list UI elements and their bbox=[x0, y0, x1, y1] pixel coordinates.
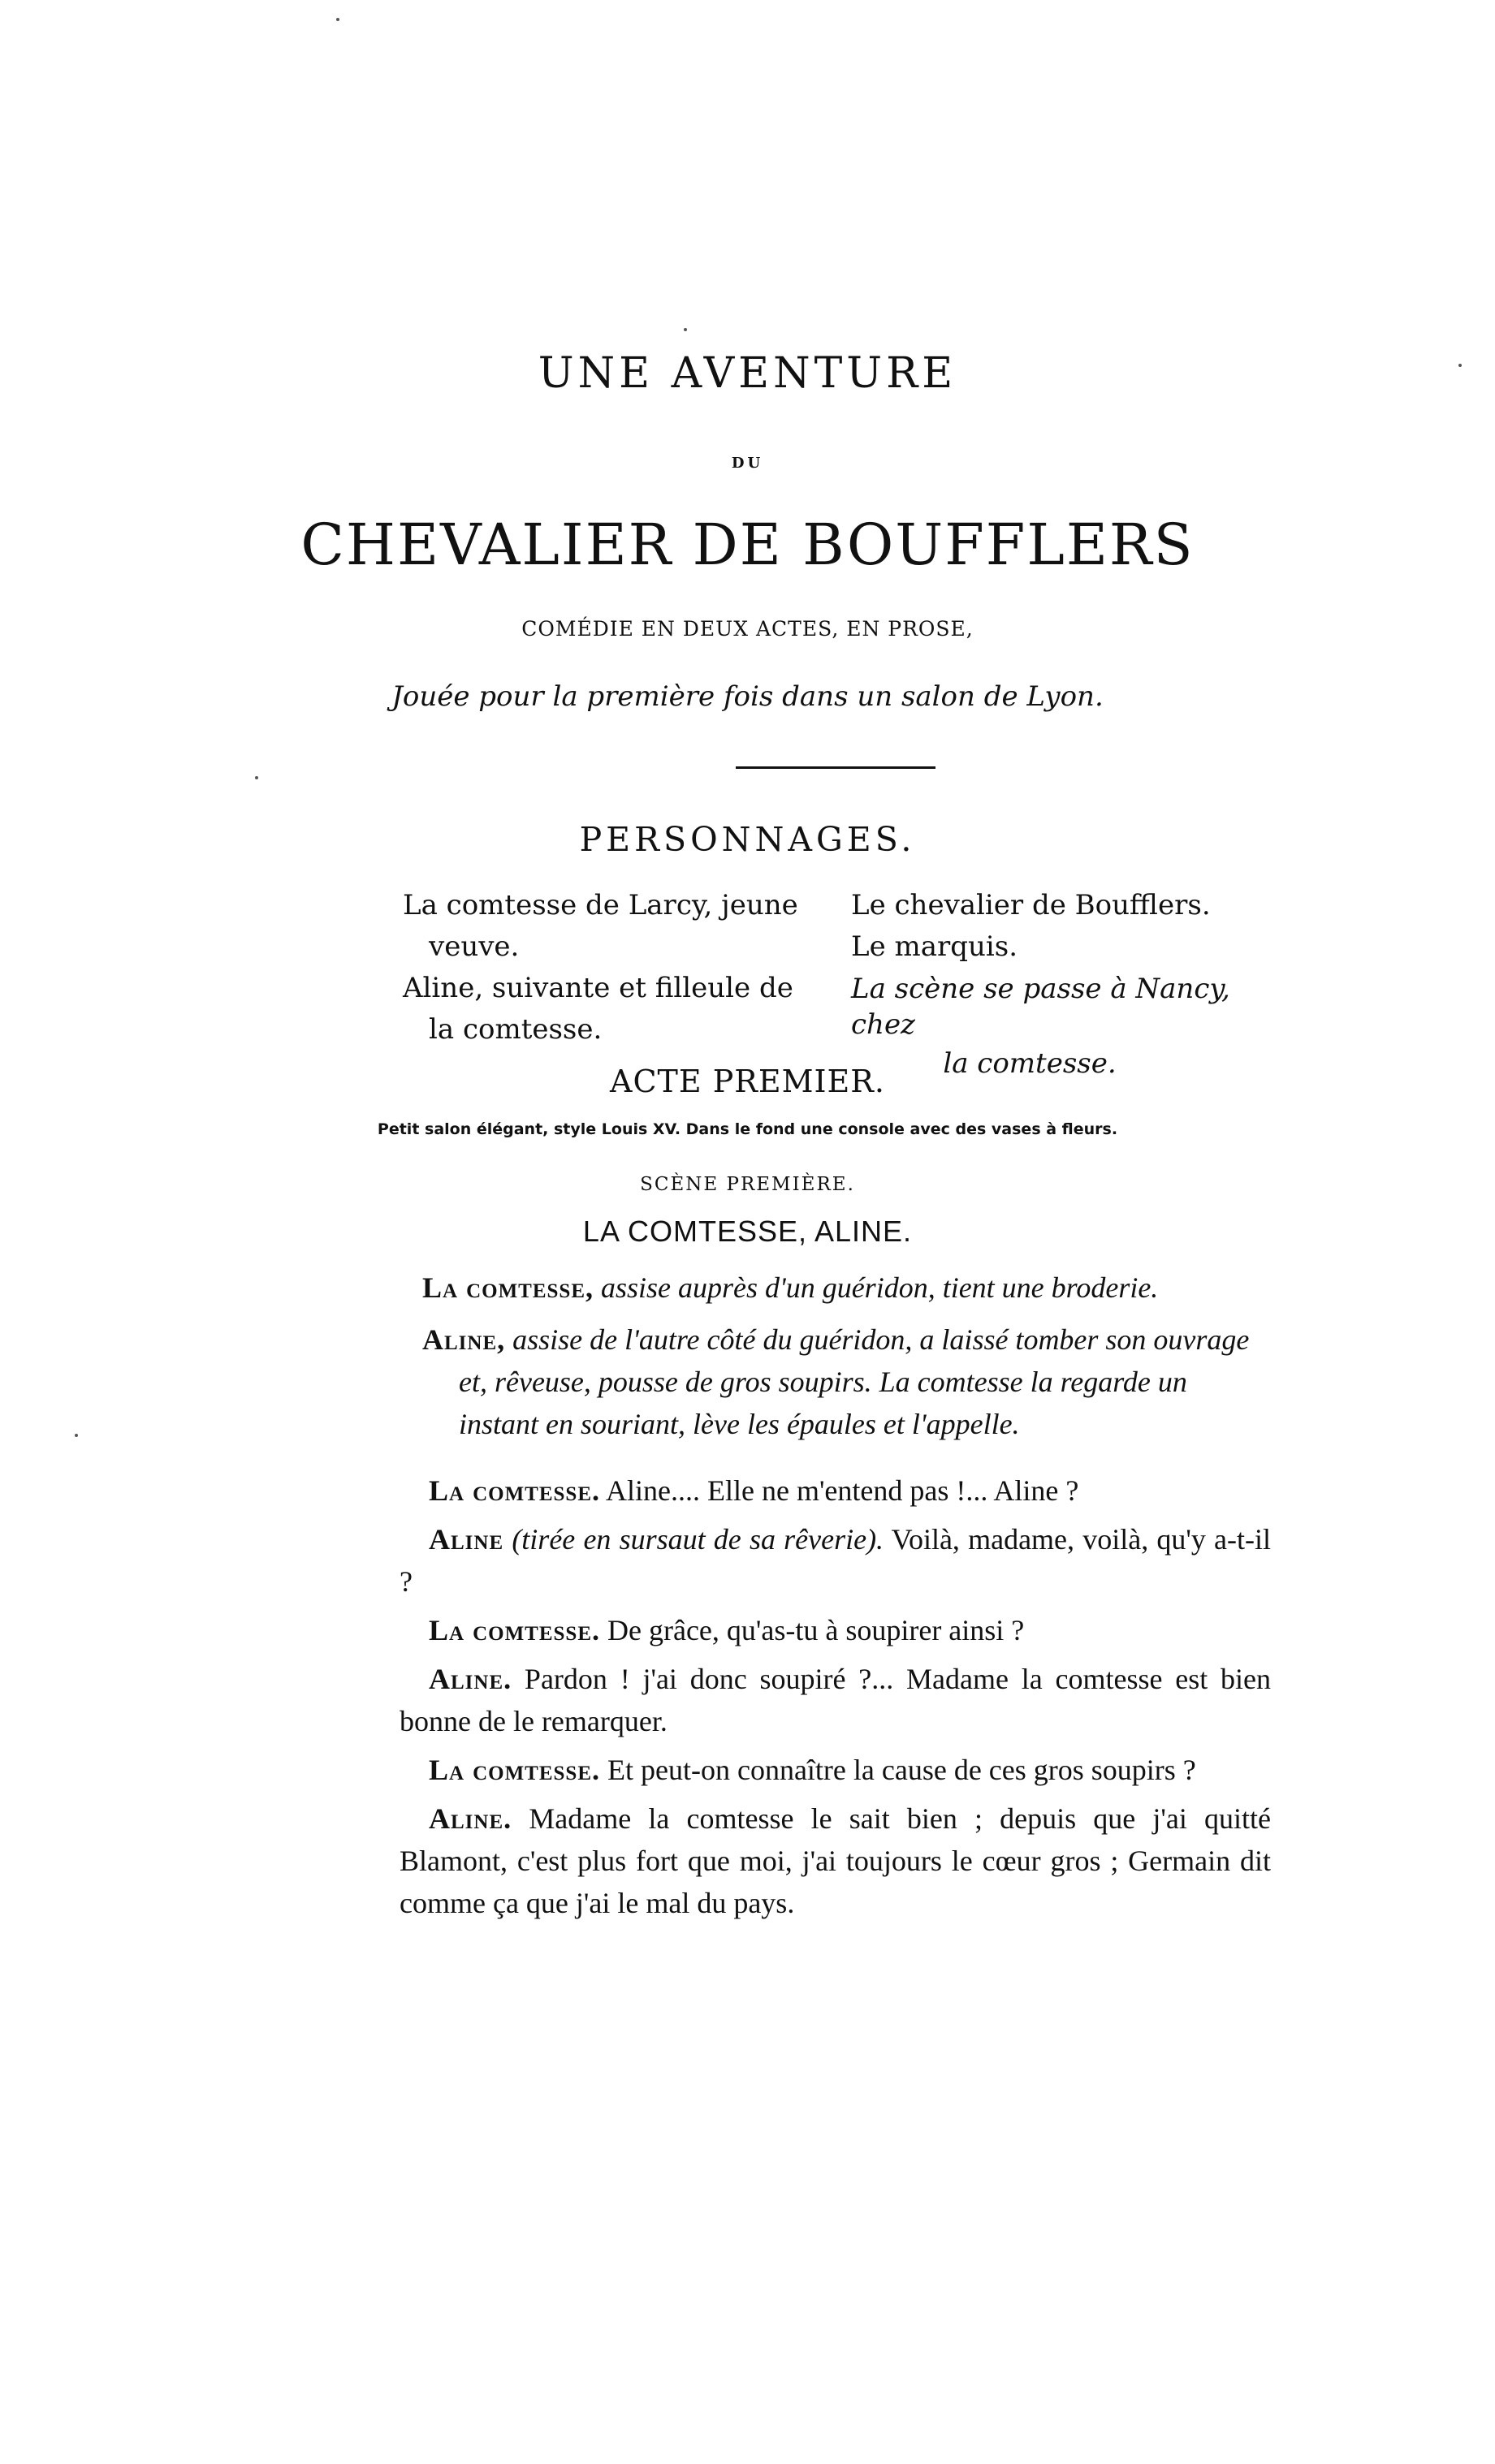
performance-note: Jouée pour la première fois dans un salon de Lyon. bbox=[391, 680, 1104, 713]
aside-text: (tirée en sursaut de sa rêverie). bbox=[503, 1523, 884, 1556]
divider-rule bbox=[736, 766, 935, 769]
dialogue-line bbox=[400, 1518, 1271, 1603]
line-text: Voilà, madame, voilà, qu'y a-t-il ? bbox=[400, 1523, 1271, 1598]
line-text: Madame la comtesse le sait bien ; depuis que j'ai quitté Blamont, c'est plus fort que moi, j'ai toujours le cœur gros ; Germain dit comme ça que j'ai le mal du pays. bbox=[400, 1802, 1271, 1919]
speaker-name: Aline, bbox=[422, 1323, 506, 1356]
line-text: Aline.... Elle ne m'entend pas !... Aline ? bbox=[600, 1474, 1079, 1507]
speaker-name: Aline. bbox=[429, 1802, 512, 1835]
speaker-name: Aline bbox=[429, 1523, 504, 1556]
cast-list-right bbox=[851, 885, 1233, 1081]
cast-item: Le marquis. bbox=[851, 930, 1018, 963]
title-line-2: CHEVALIER DE BOUFFLERS bbox=[300, 511, 1195, 578]
cast-item: Le chevalier de Boufflers. bbox=[851, 889, 1211, 921]
dialogue-line bbox=[400, 1469, 1271, 1512]
speaker-name: La comtesse. bbox=[429, 1474, 600, 1507]
speaker-name: Aline. bbox=[429, 1663, 512, 1695]
dialogue-line bbox=[400, 1609, 1271, 1651]
line-text: Et peut-on connaître la cause de ces gros soupirs ? bbox=[600, 1754, 1196, 1786]
title-line-1: UNE AVENTURE bbox=[538, 349, 957, 398]
paper-speck bbox=[684, 328, 687, 331]
paper-speck bbox=[1458, 364, 1462, 367]
scene-heading: SCÈNE PREMIÈRE. bbox=[640, 1174, 855, 1195]
dialogue-line bbox=[400, 1797, 1271, 1924]
cast-item: La comtesse de Larcy, jeune veuve. bbox=[403, 889, 798, 963]
line-text: De grâce, qu'as-tu à soupirer ainsi ? bbox=[600, 1614, 1025, 1646]
stage-direction bbox=[400, 1267, 1271, 1309]
cast-list-left bbox=[403, 885, 825, 1051]
dialogue bbox=[400, 1469, 1271, 1931]
cast-item: Aline, suivante et filleule de la comtesse. bbox=[403, 972, 793, 1046]
direction-text: assise de l'autre côté du guéridon, a laissé tomber son ouvrage et, rêveuse, pousse de gros soupirs. La comtesse la regarde un instant en souriant, lève les épaules et l'appelle. bbox=[459, 1323, 1250, 1440]
scene-characters: LA COMTESSE, ALINE. bbox=[582, 1215, 913, 1248]
set-description: Petit salon élégant, style Louis XV. Dans le fond une console avec des vases à fleurs. bbox=[377, 1120, 1118, 1138]
speaker-name: La comtesse, bbox=[422, 1271, 594, 1304]
speaker-name: La comtesse. bbox=[429, 1614, 600, 1646]
line-text: Pardon ! j'ai donc soupiré ?... Madame la comtesse est bien bonne de le remarquer. bbox=[400, 1663, 1271, 1737]
stage-directions bbox=[400, 1267, 1271, 1455]
direction-text: assise auprès d'un guéridon, tient une broderie. bbox=[594, 1271, 1159, 1304]
dialogue-line bbox=[400, 1749, 1271, 1791]
subtitle: COMÉDIE EN DEUX ACTES, EN PROSE, bbox=[521, 617, 974, 641]
title-du: DU bbox=[731, 455, 764, 472]
paper-speck bbox=[255, 776, 258, 779]
cast-heading: PERSONNAGES. bbox=[579, 820, 916, 859]
paper-speck bbox=[336, 18, 339, 21]
setting-line-1: La scène se passe à Nancy, chez bbox=[851, 973, 1230, 1041]
speaker-name: La comtesse. bbox=[429, 1754, 600, 1786]
stage-direction bbox=[400, 1318, 1271, 1445]
paper-speck bbox=[75, 1434, 78, 1437]
dialogue-line bbox=[400, 1658, 1271, 1742]
act-heading: ACTE PREMIER. bbox=[610, 1064, 885, 1099]
setting-line-2: la comtesse. bbox=[943, 1047, 1117, 1080]
